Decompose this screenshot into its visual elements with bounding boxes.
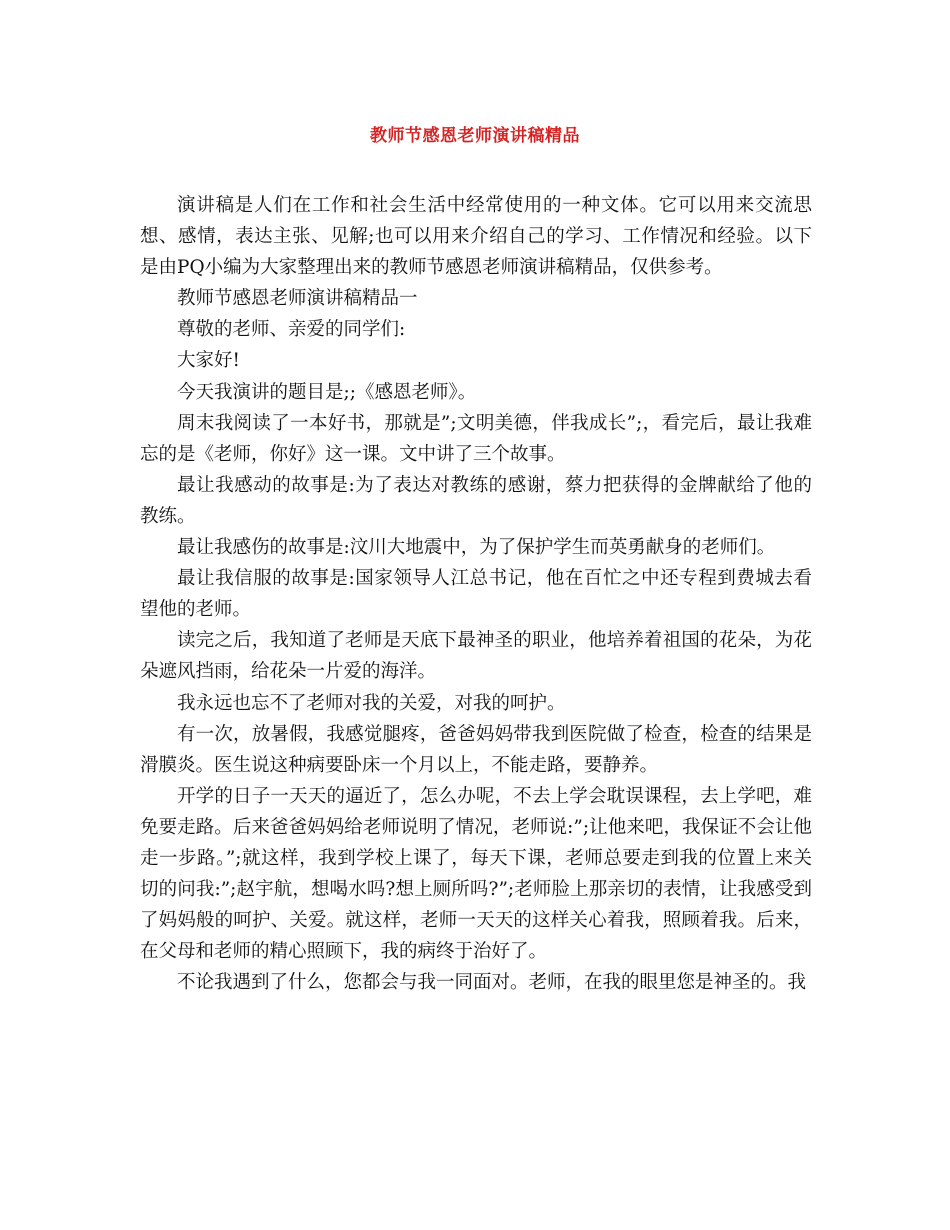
paragraph: 不论我遇到了什么，您都会与我一同面对。老师，在我的眼里您是神圣的。我 (177, 972, 807, 994)
paragraph: 大家好! (177, 350, 240, 372)
paragraph: 我永远也忘不了老师对我的关爱，对我的呵护。 (177, 692, 566, 714)
document-body (140, 190, 812, 998)
paragraph: 今天我演讲的题目是;;《感恩老师》。 (177, 381, 477, 403)
paragraph: 最让我信服的故事是:国家领导人江总书记，他在百忙之中还专程到费城去看望他的老师。 (140, 568, 812, 621)
paragraph: 最让我感动的故事是:为了表达对教练的感谢，蔡力把获得的金牌献给了他的教练。 (140, 474, 812, 527)
document-title: 教师节感恩老师演讲稿精品 (370, 126, 580, 146)
paragraph: 读完之后，我知道了老师是天底下最神圣的职业，他培养着祖国的花朵，为花朵遮风挡雨，给花朵一片爱的海洋。 (140, 630, 812, 683)
paragraph: 尊敬的老师、亲爱的同学们: (177, 319, 406, 341)
paragraph: 有一次，放暑假，我感觉腿疼，爸爸妈妈带我到医院做了检查，检查的结果是滑膜炎。医生说这种病要卧床一个月以上，不能走路，要静养。 (140, 723, 812, 776)
paragraph: 开学的日子一天天的逼近了，怎么办呢，不去上学会耽误课程，去上学吧，难免要走路。后来爸爸妈妈给老师说明了情况，老师说:”;让他来吧，我保证不会让他走一步路。”;就这样，我到学校上课了，每天下课，老师总要走到我的位置上来关切的问我:”;赵宇航，想喝水吗?想上厕所吗?”;老师脸上那亲切的表情，让我感受到了妈妈般的呵护、关爱。就这样，老师一天天的这样关心着我，照顾着我。后来，在父母和老师的精心照顾下，我的病终于治好了。 (140, 785, 812, 963)
paragraph: 教师节感恩老师演讲稿精品一 (177, 288, 418, 310)
paragraph: 最让我感伤的故事是:汶川大地震中，为了保护学生而英勇献身的老师们。 (177, 537, 776, 559)
paragraph: 周末我阅读了一本好书，那就是”;文明美德，伴我成长”;，看完后，最让我难忘的是《老师，你好》这一课。文中讲了三个故事。 (140, 412, 812, 465)
paragraph: 演讲稿是人们在工作和社会生活中经常使用的一种文体。它可以用来交流思想、感情，表达主张、见解;也可以用来介绍自己的学习、工作情况和经验。以下是由PQ小编为大家整理出来的教师节感恩老师演讲稿精品，仅供参考。 (140, 195, 812, 279)
